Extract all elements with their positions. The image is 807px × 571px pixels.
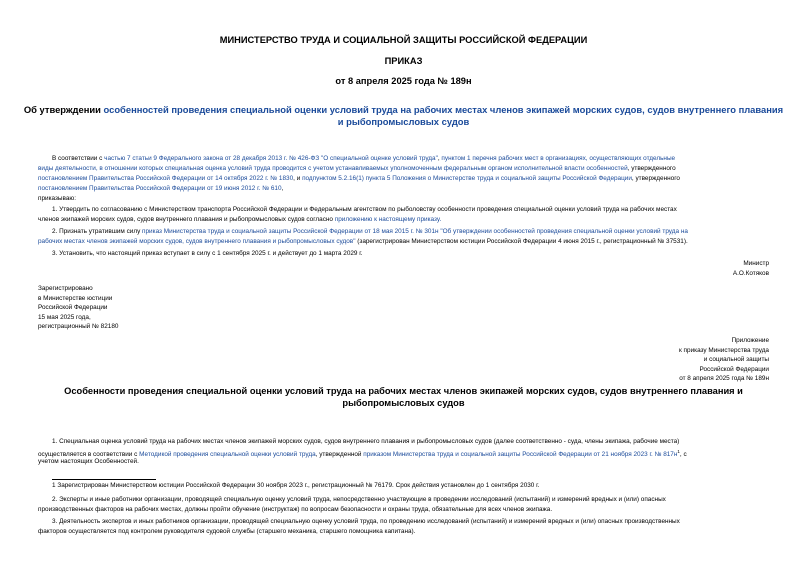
resolution-610-link[interactable]: постановлением Правительства Российской Федерации от 19 июня 2012 г. № 610 <box>38 185 282 192</box>
list-item1-link-cont[interactable]: виды деятельности, в отношении которых специальная оценка условий труда проводится с учетом устанавливаемых уполномоченным федеральным органом исполнительной власти особенностей <box>38 165 628 172</box>
doc-date-number: от 8 апреля 2025 года № 189н <box>335 76 472 86</box>
intro-line-1 <box>52 154 675 164</box>
signature-name: А.О.Котяков <box>732 270 769 277</box>
footnote-ref[interactable]: 1 <box>677 449 680 454</box>
resolution-1830-link[interactable]: постановлением Правительства Российской Федерации от 14 октября 2022 г. № 1830 <box>38 175 294 182</box>
item1-text-2: к настоящему приказу. <box>372 216 442 223</box>
section-title-line-1: Особенности проведения специальной оценки условий труда на рабочих местах членов экипажей морских судов, судов внутреннего плавания и <box>64 386 743 396</box>
item1-text-1: членов экипажей морских судов, судов внутреннего плавания и рыбопромысловых судов согласно <box>38 216 335 223</box>
s1-text-1: осуществляется в соответствии с <box>38 451 140 459</box>
title-prefix: Об утверждении <box>23 104 104 115</box>
s1-text-3: , с <box>679 451 687 459</box>
item1-line-2 <box>38 215 441 225</box>
item3: 3. Установить, что настоящий приказ вступает в силу с 1 сентября 2025 г. и действует до 1 марта 2029 г. <box>52 250 363 257</box>
methodology-link[interactable]: Методикой проведения специальной оценки условий труда <box>139 451 316 459</box>
appendix-line: к приказу Министерства труда <box>678 346 769 354</box>
title-link[interactable]: особенностей проведения специальной оценки условий труда на рабочих местах членов экипажей морских судов, судов внутреннего плавания и рыбопромысловых судов <box>103 104 784 127</box>
intro-text-3: , утвержденного <box>627 165 676 172</box>
section-title-line-2: рыбопромысловых судов <box>342 397 465 408</box>
s2-line-1: 2. Эксперты и иные работники организации, проводящей специальную оценку условий труда, непосредственно участвующие в проведении исследований (испытаний) и измерений вредных и (или) опасных <box>52 496 666 503</box>
order-word: приказываю: <box>38 195 76 202</box>
registration-line: Российской Федерации <box>38 304 108 312</box>
s3-line-2: факторов осуществляется под контролем руководителя судовой службы (старшего механика, старшего помощника капитана). <box>38 528 416 535</box>
intro-text-4: , и <box>293 175 303 182</box>
intro-text-2: , <box>437 155 442 162</box>
s1-line-1: 1. Специальная оценка условий труда на рабочих местах членов экипажей морских судов, судов внутреннего плавания и рыбопромысловых судов (далее соответственно - суда, члены экипажа, рабочие места) <box>52 438 680 445</box>
list-item1-link[interactable]: пунктом 1 перечня рабочих мест в организациях, осуществляющих отдельные <box>441 155 676 162</box>
regulation-subpoint-link[interactable]: подпунктом 5.2.16(1) пункта 5 Положения о Министерстве труда и социальной защиты Российской Федерации <box>302 175 632 182</box>
intro-line-3 <box>38 174 680 184</box>
footnote: 1 Зарегистрирован Министерством юстиции Российской Федерации 30 ноября 2023 г., регистрационный № 76179. Срок действия установлен до 1 сентября 2030 г. <box>52 482 540 489</box>
signature-position: Министр <box>743 260 769 267</box>
registration-block <box>38 284 118 332</box>
s2-line-2: производственных факторов на рабочих местах, должны пройти обучение (инструктаж) по вопросам безопасности и охраны труда, обязательные для всех членов экипажа. <box>38 506 553 513</box>
registration-line: в Министерстве юстиции <box>38 294 113 302</box>
intro-line-4 <box>38 184 283 194</box>
registration-line: Зарегистрировано <box>38 285 93 292</box>
intro-line-2 <box>38 164 676 174</box>
section-title <box>0 386 807 409</box>
appendix-block <box>679 336 769 384</box>
ministry-heading: МИНИСТЕРСТВО ТРУДА И СОЦИАЛЬНОЙ ЗАЩИТЫ РОССИЙСКОЙ ФЕДЕРАЦИИ <box>219 35 588 45</box>
appendix-line: Приложение <box>731 337 769 344</box>
s1-line-3: учетом настоящих Особенностей. <box>38 458 139 465</box>
appendix-line: и социальной защиты <box>703 356 769 364</box>
order-817n-link[interactable]: приказом Министерства труда и социальной защиты Российской Федерации от 21 ноября 2023 г. № 817н <box>363 451 678 459</box>
registration-line: регистрационный № 82180 <box>38 323 119 331</box>
appendix-line: Российской Федерации <box>699 365 769 373</box>
doc-type-heading: ПРИКАЗ <box>384 56 423 66</box>
item1-line-1: 1. Утвердить по согласованию с Министерством транспорта Российской Федерации и Федеральным агентством по рыболовству особенности проведения специальной оценки условий труда на рабочих местах <box>52 206 677 213</box>
appendix-line: от 8 апреля 2025 года № 189н <box>679 375 769 383</box>
order-301n-link[interactable]: приказ Министерства труда и социальной защиты Российской Федерации от 18 мая 2015 г. № 301н "Об утверждении особенностей проведения специальной оценки условий труда на <box>142 228 688 235</box>
order-301n-link-cont[interactable]: рабочих местах членов экипажей морских судов, судов внутреннего плавания и рыбопромысловых судов" <box>38 238 356 245</box>
law-426fz-link[interactable]: частью 7 статьи 9 Федерального закона от 28 декабря 2013 г. № 426-ФЗ "О специальной оценке условий труда" <box>104 155 438 162</box>
item2-text-2: (зарегистрирован Министерством юстиции Российской Федерации 4 июня 2015 г., регистрационный № 37531). <box>355 238 688 245</box>
document-title <box>20 104 787 128</box>
footnote-divider <box>52 479 156 480</box>
intro-text-5: , утвержденного <box>631 175 680 182</box>
appendix-link[interactable]: приложению <box>334 216 373 223</box>
item2-line-1 <box>52 227 688 237</box>
item2-line-2 <box>38 237 688 247</box>
registration-line: 15 мая 2025 года, <box>38 313 91 321</box>
s1-text-2: , утвержденной <box>315 451 364 459</box>
intro-text-6: , <box>281 185 284 192</box>
item2-text-1: 2. Признать утратившим силу <box>52 228 143 235</box>
intro-text-1: В соответствии с <box>52 155 105 162</box>
s3-line-1: 3. Деятельность экспертов и иных работников организации, проводящей специальную оценку условий труда, по проведению исследований (испытаний) и измерений вредных и (или) опасных производственных <box>52 518 680 525</box>
